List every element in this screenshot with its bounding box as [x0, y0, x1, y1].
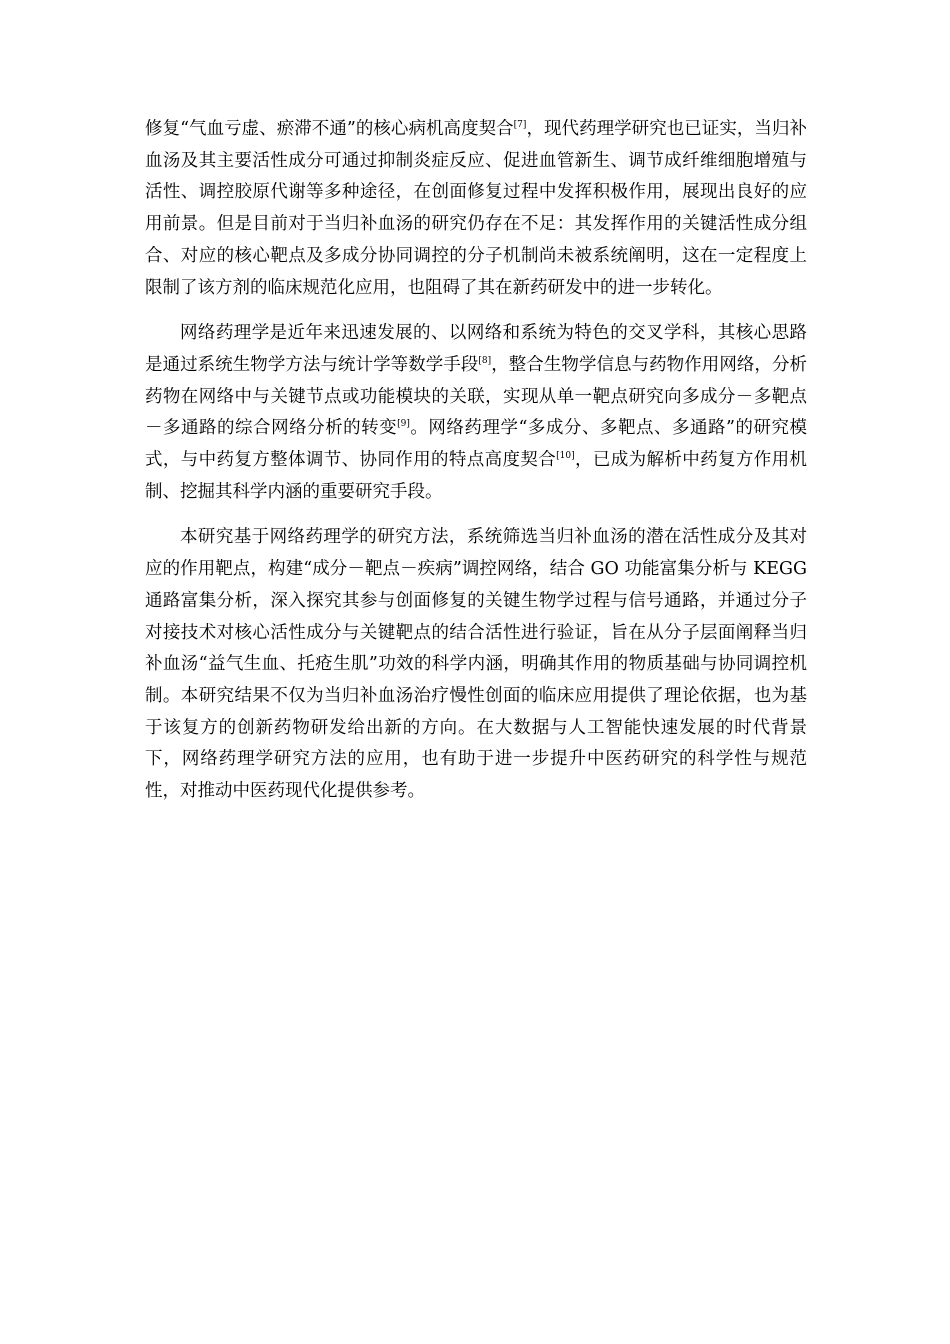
paragraph-1-text-1: 修复“气血亏虚、瘀滞不通”的核心病机高度契合 — [145, 119, 514, 139]
paragraph-3-text-1: 本研究基于网络药理学的研究方法，系统筛选当归补血汤的潜在活性成分及其对应的作用靶点，构建“成分－靶点－疾病”调控网络，结合 GO 功能富集分析与 KEGG 通路富集分析，深入探究其参与创面修复的关键生物学过程与信号通路，并通过分子对接技术对核心活性成分与关键靶点的结合活性进行验证，旨在从分子层面阐释当归补血汤“益气生血、托疮生肌”功效的科学内涵，明确其作用的物质基础与协同调控机制。本研究结果不仅为当归补血汤治疗慢性创面的临床应用提供了理论依据，也为基于该复方的创新药物研发给出新的方向。在大数据与人工智能快速发展的时代背景下，网络药理学研究方法的应用，也有助于进一步提升中医药研究的科学性与规范性，对推动中医药现代化提供参考。 — [145, 527, 807, 802]
paragraph-2-text-2: ，整合生物学信息与药物作用网络，分析药物在网络中与关键节点或功能模块的关联，实现从单一靶点研究向多成分－多靶点－多通路的综合网络分析的转变 — [145, 354, 808, 439]
paragraph-3 — [145, 522, 807, 807]
citation-10: [10] — [556, 451, 575, 462]
document-page — [145, 114, 807, 808]
citation-9: [9] — [397, 419, 410, 430]
paragraph-2-text-3: 。网络药理学“多成分、多靶点、多通路”的研究模式，与中药复方整体调节、协同作用的特点高度契合 — [145, 418, 807, 471]
paragraph-2-text-1: 网络药理学是近年来迅速发展的、以网络和系统为特色的交叉学科，其核心思路是通过系统生物学方法与统计学等数学手段 — [145, 323, 807, 375]
paragraph-2 — [145, 318, 807, 508]
paragraph-1 — [145, 114, 807, 304]
citation-8: [8] — [478, 356, 492, 367]
paragraph-1-text-2: ，现代药理学研究也已证实，当归补血汤及其主要活性成分可通过抑制炎症反应、促进血管新生、调节成纤维细胞增殖与活性、调控胶原代谢等多种途径，在创面修复过程中发挥积极作用，展现出良好的应用前景。但是目前对于当归补血汤的研究仍存在不足：其发挥作用的关键活性成分组合、对应的核心靶点及多成分协同调控的分子机制尚未被系统阐明，这在一定程度上限制了该方剂的临床规范化应用，也阻碍了其在新药研发中的进一步转化。 — [145, 119, 807, 298]
citation-7: [7] — [513, 120, 527, 131]
paragraph-2-text-4: ，已成为解析中药复方作用机制、挖掘其科学内涵的重要研究手段。 — [145, 450, 808, 502]
